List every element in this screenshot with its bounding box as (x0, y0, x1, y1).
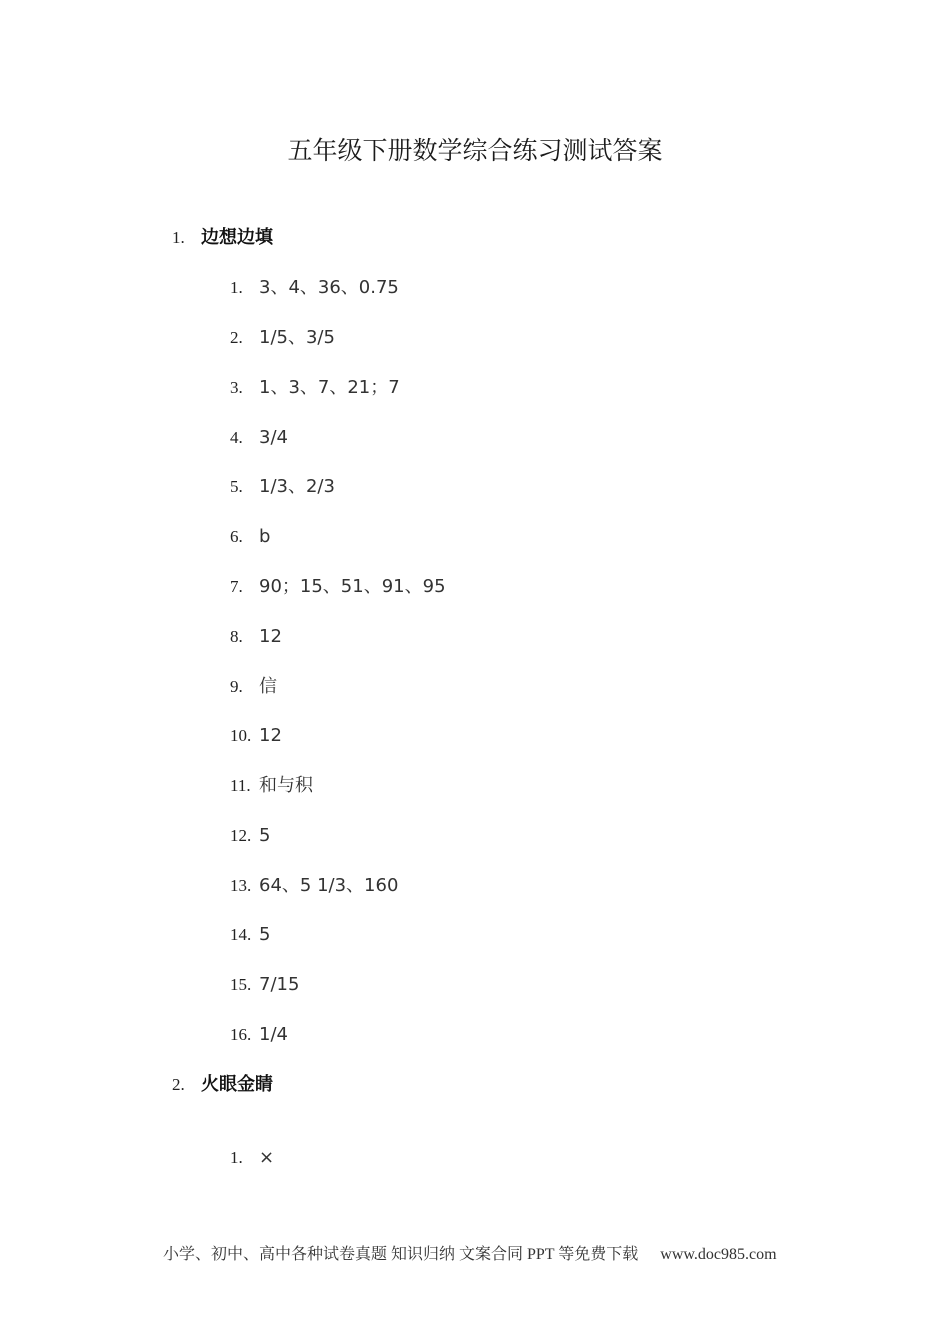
item-number: 7. (230, 577, 243, 596)
item-number: 13. (230, 876, 252, 895)
item-number: 1. (230, 1148, 243, 1167)
answer-item (230, 972, 299, 998)
item-answer: 3、4、36、0.75 (259, 277, 399, 298)
answer-item (230, 1145, 274, 1171)
item-answer: 12 (259, 626, 282, 647)
answer-item (230, 723, 282, 749)
item-number: 11. (230, 776, 251, 795)
answer-item (230, 325, 335, 351)
answer-item (230, 275, 399, 301)
item-number: 2. (230, 328, 243, 347)
item-answer: 12 (259, 725, 282, 746)
item-number: 9. (230, 677, 243, 696)
item-answer: 3/4 (259, 427, 288, 448)
footer-text: 小学、初中、高中各种试卷真题 知识归纳 文案合同 PPT 等免费下载 (163, 1246, 639, 1263)
item-answer: b (259, 526, 271, 547)
item-number: 4. (230, 428, 243, 447)
item-answer: 1、3、7、21；7 (259, 377, 400, 398)
item-answer: 信 (259, 676, 277, 697)
item-number: 5. (230, 477, 243, 496)
item-answer: 64、5 1/3、160 (259, 875, 399, 896)
item-answer: × (259, 1147, 275, 1168)
answer-item (230, 524, 270, 550)
answer-item (230, 574, 446, 600)
answer-item (230, 922, 270, 948)
item-number: 3. (230, 378, 243, 397)
item-number: 6. (230, 527, 243, 546)
page-footer (163, 1243, 777, 1267)
item-answer: 7/15 (259, 974, 300, 995)
answer-item (230, 474, 335, 500)
item-answer: 1/3、2/3 (259, 476, 335, 497)
section-title: 火眼金睛 (201, 1074, 273, 1095)
section-title: 边想边填 (201, 227, 273, 248)
answer-item (230, 1022, 288, 1048)
answer-item (230, 873, 398, 899)
section-number: 2. (172, 1075, 185, 1094)
answer-item (230, 375, 400, 401)
answer-item (230, 624, 282, 650)
answer-item (230, 823, 270, 849)
section-heading (172, 225, 273, 251)
section-heading (172, 1072, 273, 1098)
item-answer: 90；15、51、91、95 (259, 576, 446, 597)
footer-url: www.doc985.com (660, 1246, 777, 1263)
item-answer: 5 (259, 924, 271, 945)
item-answer: 1/4 (259, 1024, 288, 1045)
item-number: 16. (230, 1025, 252, 1044)
answer-item (230, 773, 313, 799)
item-answer: 1/5、3/5 (259, 327, 335, 348)
item-number: 12. (230, 826, 252, 845)
document-title: 五年级下册数学综合练习测试答案 (287, 136, 663, 165)
answer-item (230, 674, 277, 700)
item-answer: 和与积 (259, 775, 313, 796)
item-answer: 5 (259, 825, 271, 846)
item-number: 8. (230, 627, 243, 646)
item-number: 14. (230, 925, 252, 944)
answer-item (230, 425, 288, 451)
item-number: 15. (230, 975, 252, 994)
item-number: 10. (230, 726, 252, 745)
section-number: 1. (172, 228, 185, 247)
item-number: 1. (230, 278, 243, 297)
